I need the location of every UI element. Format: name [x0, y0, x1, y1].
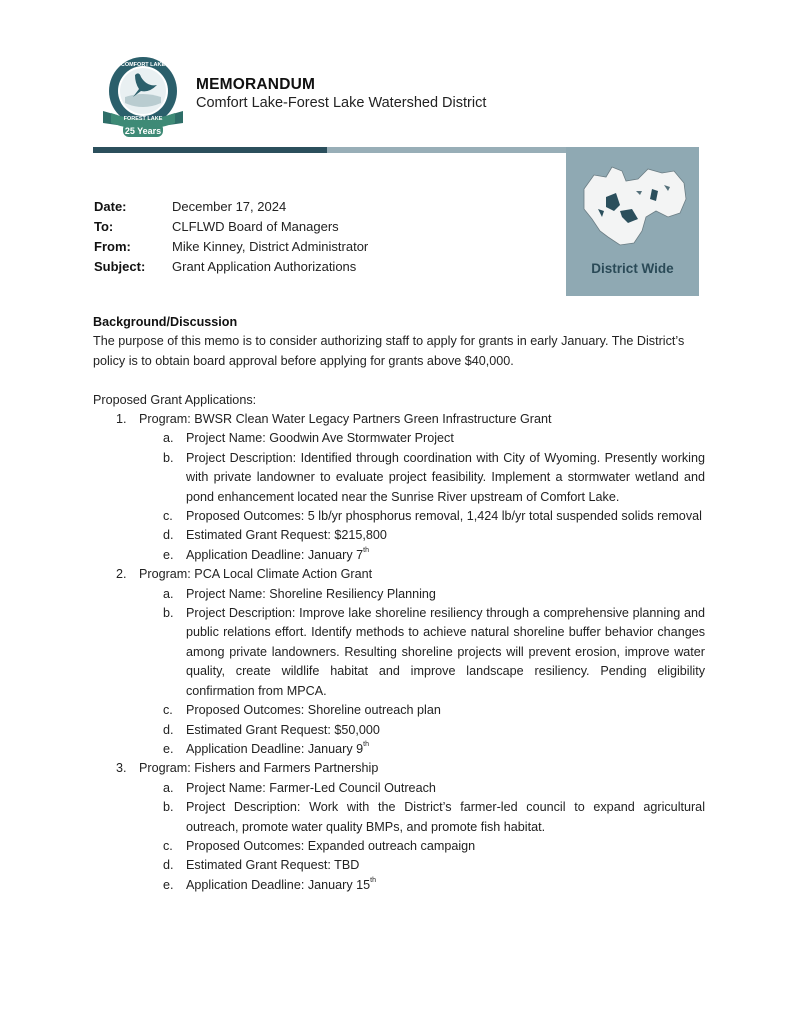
program-details	[139, 429, 705, 565]
detail-text: Proposed Outcomes: 5 lb/yr phosphorus removal, 1,424 lb/yr total suspended solids removal	[186, 509, 702, 524]
detail-text: Estimated Grant Request: TBD	[186, 858, 360, 873]
detail-item	[93, 604, 705, 701]
program-title: Program: PCA Local Climate Action Grant	[139, 567, 373, 582]
meta-label: Date:	[94, 199, 127, 214]
detail-text: Application Deadline: January 7	[186, 547, 364, 562]
detail-item	[93, 876, 705, 895]
detail-text: Application Deadline: January 15	[186, 877, 371, 892]
detail-letter: a.	[163, 431, 174, 446]
list-intro: Proposed Grant Applications:	[93, 392, 257, 407]
detail-text: Proposed Outcomes: Shoreline outreach plan	[186, 703, 441, 718]
detail-text: Estimated Grant Request: $215,800	[186, 528, 387, 543]
district-wide-label: District Wide	[591, 261, 674, 276]
heron-logo-icon	[97, 53, 189, 139]
program-details	[139, 585, 705, 760]
detail-item	[93, 526, 705, 545]
district-logo	[97, 53, 189, 139]
detail-letter: d.	[163, 858, 174, 873]
meta-row-from	[94, 237, 368, 257]
detail-text: Estimated Grant Request: $50,000	[186, 722, 380, 737]
program-number: 3.	[116, 761, 127, 776]
detail-letter: e.	[163, 547, 174, 562]
detail-item	[93, 546, 705, 565]
detail-letter: a.	[163, 586, 174, 601]
detail-letter: c.	[163, 703, 173, 718]
memo-title: MEMORANDUM	[196, 76, 316, 93]
program-item	[93, 410, 705, 565]
district-map-icon	[576, 161, 691, 249]
detail-letter: d.	[163, 722, 174, 737]
meta-label: To:	[94, 219, 114, 234]
program-item	[93, 565, 705, 759]
program-details	[139, 779, 705, 895]
meta-value: Grant Application Authorizations	[172, 259, 357, 274]
meta-value: December 17, 2024	[172, 199, 287, 214]
meta-row-to	[94, 217, 368, 237]
detail-text: Project Description: Identified through coordination with City of Wyoming. Presently working with private landowner to evaluate project feasibility. Implement a stormwater wetland and pond enhancement located near the Sunrise River upstream of Comfort Lake.	[186, 450, 705, 504]
detail-letter: e.	[163, 741, 174, 756]
meta-value: CLFLWD Board of Managers	[172, 219, 339, 234]
section-heading: Background/Discussion	[93, 315, 238, 329]
meta-value: Mike Kinney, District Administrator	[172, 239, 369, 254]
detail-item	[93, 798, 705, 837]
ordinal-suffix: th	[363, 546, 369, 554]
detail-item	[93, 740, 705, 759]
ordinal-suffix: th	[363, 740, 369, 748]
detail-item	[93, 721, 705, 740]
memo-body	[93, 313, 705, 895]
detail-letter: d.	[163, 528, 174, 543]
program-title: Program: Fishers and Farmers Partnership	[139, 761, 379, 776]
program-item	[93, 759, 705, 895]
district-wide-badge	[566, 147, 699, 296]
meta-label: Subject:	[94, 259, 146, 274]
detail-item	[93, 585, 705, 604]
detail-text: Proposed Outcomes: Expanded outreach campaign	[186, 838, 476, 853]
detail-item	[93, 701, 705, 720]
grant-program-list	[93, 410, 705, 895]
program-number: 1.	[116, 412, 127, 427]
ordinal-suffix: th	[370, 876, 376, 884]
detail-text: Project Name: Goodwin Ave Stormwater Project	[186, 431, 454, 446]
detail-text: Project Description: Work with the District’s farmer-led council to expand agricultural outreach, promote water quality BMPs, and promote fish habitat.	[186, 800, 705, 834]
detail-item	[93, 507, 705, 526]
detail-text: Project Description: Improve lake shoreline resiliency through a comprehensive planning and public relations effort. Identify methods to achieve natural shoreline buffer behavior changes among private landowners. Resulting shoreline projects will prevent erosion, improve water quality, create wildlife habitat and improve landscape resiliency. Pending eligibility confirmation from MPCA.	[186, 606, 705, 698]
svg-text:25 Years: 25 Years	[124, 126, 162, 136]
detail-item	[93, 429, 705, 448]
svg-text:FOREST LAKE: FOREST LAKE	[123, 116, 163, 122]
detail-letter: b.	[163, 450, 174, 465]
detail-letter: c.	[163, 838, 173, 853]
memo-metadata	[94, 197, 368, 277]
detail-text: Application Deadline: January 9	[186, 741, 364, 756]
meta-row-subject	[94, 257, 368, 277]
background-paragraph: The purpose of this memo is to consider authorizing staff to apply for grants in early January. The District’s policy is to obtain board approval before applying for grants above $40,000.	[93, 334, 685, 368]
detail-text: Project Name: Farmer-Led Council Outreach	[186, 780, 436, 795]
detail-letter: c.	[163, 509, 173, 524]
detail-item	[93, 449, 705, 507]
detail-item	[93, 837, 705, 856]
detail-letter: a.	[163, 780, 174, 795]
detail-letter: b.	[163, 606, 174, 621]
program-number: 2.	[116, 567, 127, 582]
organization-name: Comfort Lake-Forest Lake Watershed District	[196, 95, 487, 111]
program-title: Program: BWSR Clean Water Legacy Partners Green Infrastructure Grant	[139, 412, 552, 427]
svg-text:COMFORT LAKE: COMFORT LAKE	[120, 62, 166, 68]
meta-label: From:	[94, 239, 131, 254]
meta-row-date	[94, 197, 368, 217]
detail-letter: e.	[163, 877, 174, 892]
detail-letter: b.	[163, 800, 174, 815]
detail-item	[93, 779, 705, 798]
detail-text: Project Name: Shoreline Resiliency Planning	[186, 586, 436, 601]
header-divider-dark	[93, 147, 327, 153]
detail-item	[93, 856, 705, 875]
